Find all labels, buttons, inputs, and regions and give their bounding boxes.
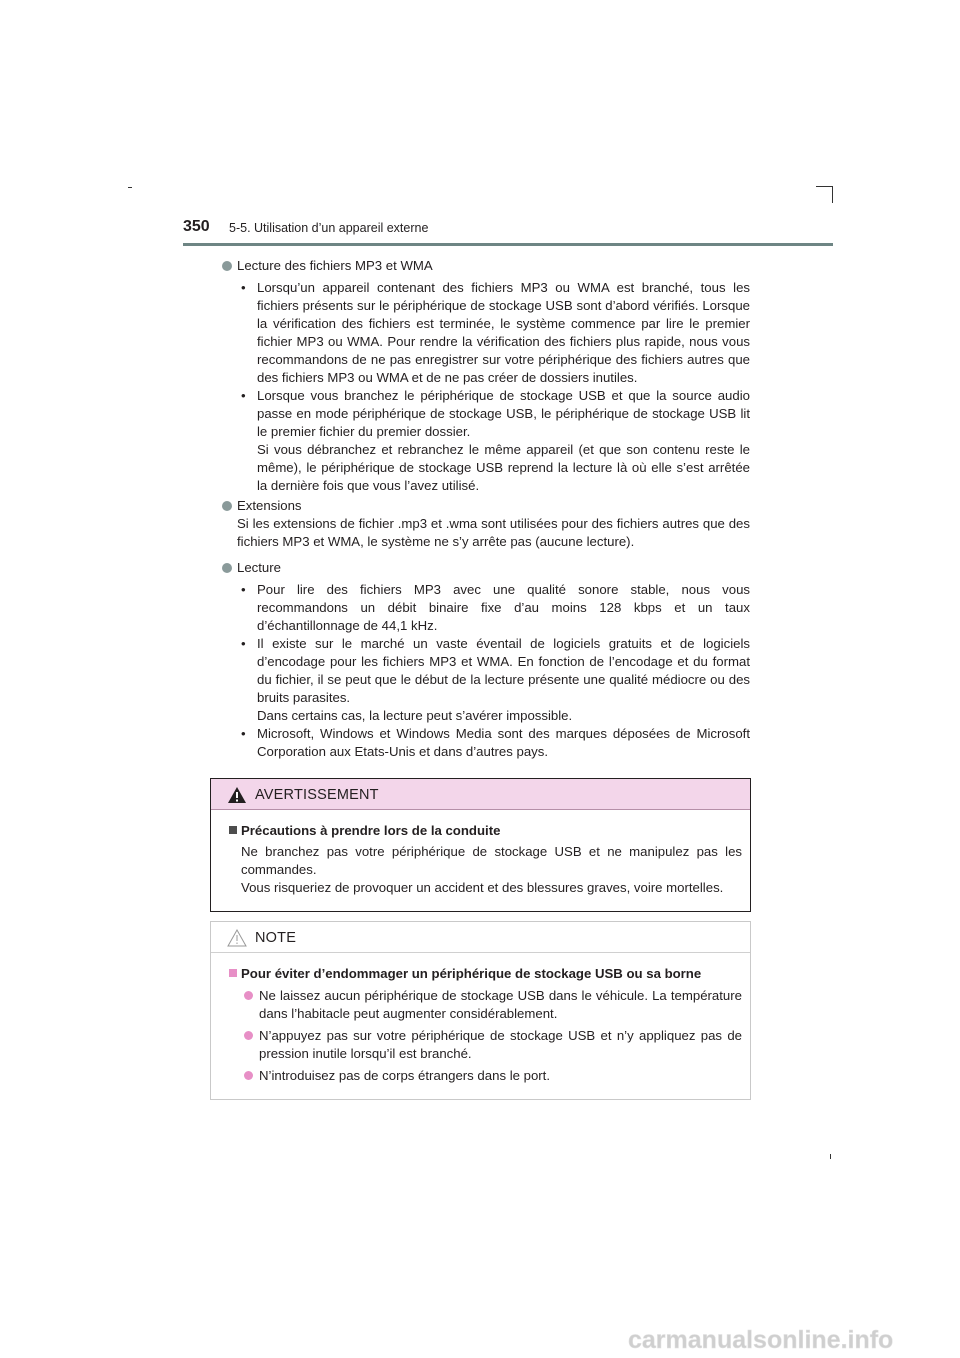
crop-mark-top-right-v xyxy=(832,186,833,203)
bullet-list xyxy=(222,581,750,761)
svg-text:carmanualsonline.info: carmanualsonline.info xyxy=(628,1326,894,1354)
bullet-dot-icon xyxy=(222,563,232,573)
list-item: Ne laissez aucun périphérique de stockage USB dans le véhicule. La température dans l’habitacle peut augmenter considérablement. xyxy=(229,987,742,1023)
warning-body xyxy=(211,810,750,897)
warning-header xyxy=(211,779,750,810)
bullet-list xyxy=(222,279,750,495)
note-box xyxy=(210,921,751,1100)
note-subtitle: Pour éviter d’endommager un périphérique de stockage USB ou sa borne xyxy=(229,965,742,983)
watermark-logo xyxy=(628,1322,958,1356)
section-heading: Lecture des fichiers MP3 et WMA xyxy=(222,257,750,275)
note-header xyxy=(211,922,750,953)
main-content xyxy=(222,253,750,761)
bullet-dot-icon xyxy=(244,1071,253,1080)
section-heading: Lecture xyxy=(222,559,750,577)
page-number: 350 xyxy=(183,218,210,235)
note-title: NOTE xyxy=(255,930,297,946)
bullet-dot-icon xyxy=(244,1031,253,1040)
crop-mark-top-left xyxy=(128,187,132,188)
note-body xyxy=(211,953,750,1085)
crop-mark-top-right-h xyxy=(816,186,833,187)
warning-subtitle: Précautions à prendre lors de la conduite xyxy=(229,822,742,840)
warning-text: Ne branchez pas votre périphérique de stockage USB et ne manipulez pas les commandes. Vous risqueriez de provoquer un accident et des blessures graves, voire mortelles. xyxy=(241,844,742,895)
chapter-title: 5-5. Utilisation d’un appareil externe xyxy=(229,221,429,235)
caution-triangle-icon xyxy=(227,929,247,952)
list-item: • Microsoft, Windows et Windows Media sont des marques déposées de Microsoft Corporation aux Etats-Unis et dans d’autres pays. xyxy=(237,725,750,761)
list-item: • Pour lire des fichiers MP3 avec une qualité sonore stable, nous vous recommandons un débit binaire fixe d’au moins 128 kbps et un taux d’échantillonnage de 44,1 kHz. xyxy=(237,581,750,635)
warning-title: AVERTISSEMENT xyxy=(255,787,379,803)
bullet-dot-icon xyxy=(222,501,232,511)
list-item: N’introduisez pas de corps étrangers dans le port. xyxy=(229,1067,742,1085)
list-item: • Il existe sur le marché un vaste éventail de logiciels gratuits et de logiciels d’encodage pour les fichiers MP3 et WMA. En fonction de l’encodage et du format du fichier, il se peut que le début de la lecture présente une qualité médiocre ou des bruits parasites. Dans certains cas, la lecture peut s’avérer impossible. xyxy=(237,635,750,725)
list-item: • Lorsqu’un appareil contenant des fichiers MP3 ou WMA est branché, tous les fichiers présents sur le périphérique de stockage USB sont d’abord vérifiés. Lorsque la vérification des fichiers est terminée, le système commence par lire le premier fichier MP3 ou WMA. Pour rendre la vérification des fichiers plus rapide, nous vous recommandons de ne pas enregistrer sur votre périphérique des fichiers autres que des fichiers MP3 ou WMA et de ne pas créer de dossiers inutiles. xyxy=(237,279,750,387)
warning-box xyxy=(210,778,751,912)
list-item: • Lorsque vous branchez le périphérique de stockage USB et que la source audio passe en mode périphérique de stockage USB, le périphérique de stockage USB lit le premier fichier du premier dossier. Si vous débranchez et rebranchez le même appareil (et que son contenu reste le même), le périphérique de stockage USB reprend la lecture là où elle s’est arrêtée la dernière fois que vous l’avez utilisé. xyxy=(237,387,750,495)
warning-triangle-icon xyxy=(227,786,247,809)
list-item: N’appuyez pas sur votre périphérique de stockage USB et n’y appliquez pas de pression inutile lorsqu’il est branché. xyxy=(229,1027,742,1063)
square-bullet-icon xyxy=(229,826,237,834)
section-heading: Extensions xyxy=(222,497,750,515)
bullet-dot-icon xyxy=(244,991,253,1000)
header-rule xyxy=(183,243,833,246)
bullet-dot-icon xyxy=(222,261,232,271)
crop-mark-bottom-right xyxy=(830,1154,831,1159)
paragraph: Si les extensions de fichier .mp3 et .wma sont utilisées pour des fichiers autres que des fichiers MP3 et WMA, le système ne s’y arrête pas (aucune lecture). xyxy=(237,516,750,549)
square-bullet-icon xyxy=(229,969,237,977)
